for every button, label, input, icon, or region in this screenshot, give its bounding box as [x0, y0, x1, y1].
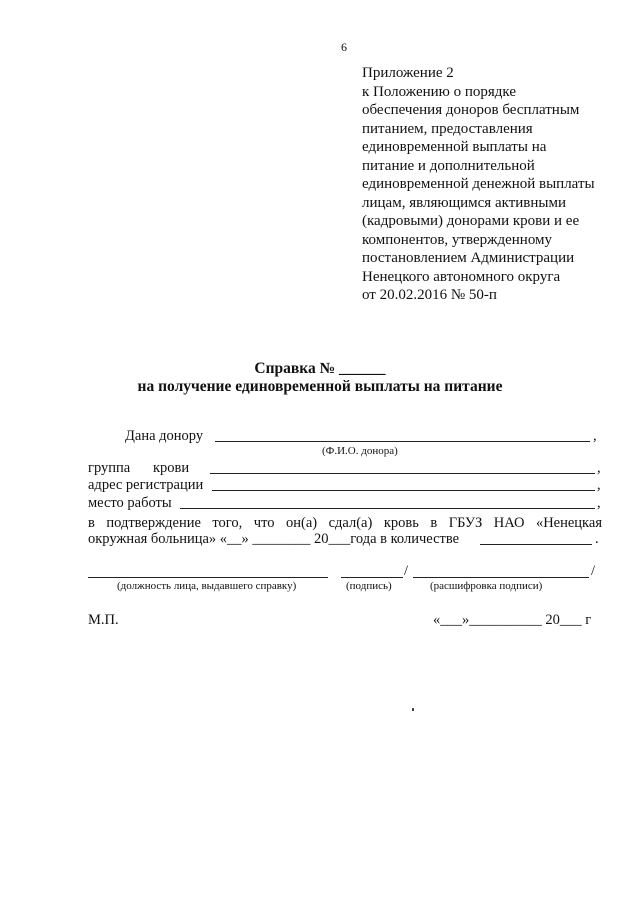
appendix-line: компонентов, утвержденному	[362, 231, 553, 248]
appendix-line: лицам, являющимся активными	[362, 194, 566, 211]
registration-comma: ,	[597, 477, 601, 493]
blood-group-comma: ,	[597, 460, 601, 476]
appendix-line: Ненецкого автономного округа	[362, 268, 561, 285]
confirmation-line-2: окружная больница» «__» ________ 20___года в количестве	[88, 531, 460, 547]
appendix-line: питание и дополнительной	[362, 157, 535, 174]
blood-group-label-2: крови	[153, 460, 190, 476]
workplace-field[interactable]	[180, 508, 595, 509]
slash-1: /	[404, 563, 409, 579]
blood-amount-field[interactable]	[480, 544, 592, 545]
date-field[interactable]: «___»__________ 20___ г	[433, 612, 592, 628]
appendix-header	[362, 64, 595, 305]
blood-group-field[interactable]	[210, 473, 595, 474]
appendix-line: питанием, предоставления	[362, 120, 533, 137]
registration-field[interactable]	[212, 490, 595, 491]
appendix-line: единовременной денежной выплаты	[362, 176, 595, 192]
appendix-line: (кадровыми) донорами крови и ее	[362, 213, 580, 229]
appendix-line: единовременной выплаты на	[362, 139, 547, 155]
workplace-comma: ,	[597, 495, 601, 511]
donor-name-field[interactable]	[215, 441, 590, 442]
appendix-line: к Положению о порядке	[362, 83, 516, 100]
position-caption: (должность лица, выдавшего справку)	[117, 580, 297, 592]
certificate-subtitle: на получение единовременной выплаты на питание	[137, 378, 503, 395]
slash-2: /	[591, 563, 596, 579]
decoding-field[interactable]	[413, 577, 589, 578]
signature-caption: (подпись)	[346, 580, 392, 592]
scan-speck	[412, 708, 414, 711]
donor-caption: (Ф.И.О. донора)	[322, 445, 398, 457]
confirmation-line-1: в подтверждение того, что он(а) сдал(а) кровь в ГБУЗ НАО «Ненецкая	[88, 515, 602, 531]
blood-group-label: группа	[88, 460, 131, 476]
appendix-line: Приложение 2	[362, 65, 454, 81]
page-number: 6	[341, 40, 347, 54]
decoding-caption: (расшифровка подписи)	[430, 580, 543, 592]
appendix-line: обеспечения доноров бесплатным	[362, 102, 580, 118]
workplace-label: место работы	[88, 495, 172, 511]
stamp-label: М.П.	[88, 612, 119, 628]
position-field[interactable]	[88, 577, 328, 578]
signature-field[interactable]	[341, 577, 403, 578]
confirmation-period: .	[595, 531, 599, 547]
appendix-line: от 20.02.2016 № 50-п	[362, 287, 497, 303]
donor-label: Дана донору	[125, 428, 204, 444]
appendix-line: постановлением Администрации	[362, 250, 575, 266]
registration-label: адрес регистрации	[88, 477, 204, 493]
certificate-title: Справка № ______	[254, 360, 386, 377]
donor-comma: ,	[593, 428, 597, 444]
